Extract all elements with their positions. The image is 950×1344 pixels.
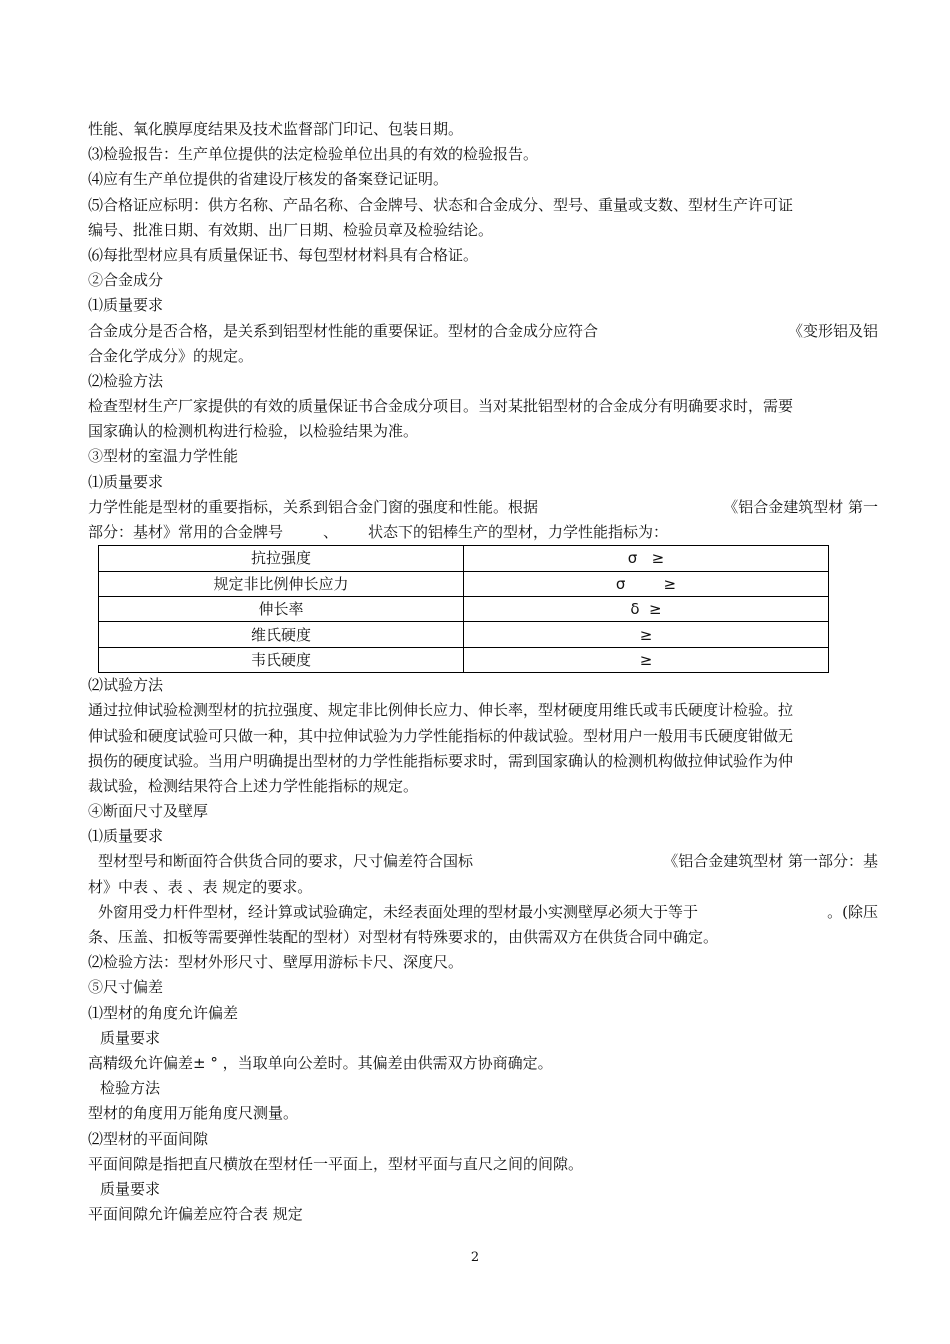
paragraph-line — [88, 900, 878, 925]
paragraph-line: ⑷应有生产单位提供的省建设厅核发的备案登记证明。 — [88, 170, 449, 189]
text-part: 状态下的铝棒生产的型材，力学性能指标为： — [368, 523, 669, 541]
property-name-cell: 伸长率 — [99, 596, 464, 621]
subsection-heading: ⑵型材的平面间隙 — [88, 1129, 209, 1148]
paragraph-line — [88, 849, 878, 874]
paragraph-line: ⑸合格证应标明：供方名称、产品名称、合金牌号、状态和合金成分、型号、重量或支数、型材生产许可证 — [88, 195, 794, 214]
section-heading: ④断面尺寸及壁厚 — [88, 802, 209, 821]
paragraph-line: 性能、氧化膜厚度结果及技术监督部门印记、包装日期。 — [88, 120, 464, 138]
paragraph-line: 平面间隙是指把直尺横放在型材任一平面上，型材平面与直尺之间的间隙。 — [88, 1154, 584, 1173]
text-left: 合金成分是否合格，是关系到铝型材性能的重要保证。型材的合金成分应符合 — [88, 321, 599, 340]
paragraph-line — [88, 319, 878, 344]
paragraph-line: 平面间隙允许偏差应符合表 规定 — [88, 1205, 303, 1224]
subsection-heading: ⑴型材的角度允许偏差 — [88, 1003, 239, 1022]
property-value-cell: σ ≥ — [464, 571, 829, 596]
property-name-cell: 维氏硬度 — [99, 622, 464, 647]
text-right: 《变形铝及铝 — [787, 321, 878, 340]
paragraph-line: 国家确认的检测机构进行检验，以检验结果为准。 — [88, 422, 419, 441]
property-value-cell: ≥ — [464, 622, 829, 647]
paragraph-line: 伸试验和硬度试验可只做一种，其中拉伸试验为力学性能指标的仲裁试验。型材用户一般用韦氏硬度钳做无 — [88, 726, 794, 745]
property-name-cell: 抗拉强度 — [99, 546, 464, 571]
subsection-heading: ⑵检验方法 — [88, 371, 164, 390]
property-value-cell: δ ≥ — [464, 596, 829, 621]
paragraph-line: ⑶检验报告：生产单位提供的法定检验单位出具的有效的检验报告。 — [88, 145, 539, 164]
sub-heading: 检验方法 — [100, 1079, 161, 1098]
table-row — [99, 596, 829, 621]
body-text — [88, 117, 878, 1227]
text-left: 力学性能是型材的重要指标，关系到铝合金门窗的强度和性能。根据 — [88, 497, 539, 516]
paragraph-line: 条、压盖、扣板等需要弹性装配的型材）对型材有特殊要求的，由供需双方在供货合同中确定。 — [88, 928, 719, 947]
text-right: 《铝合金建筑型材 第一 — [723, 497, 878, 516]
table-row — [99, 647, 829, 672]
table-row — [99, 546, 829, 571]
paragraph-line: 型材的角度用万能角度尺测量。 — [88, 1104, 299, 1123]
paragraph-line — [88, 495, 878, 520]
text-part: 、 — [323, 523, 339, 541]
paragraph-line: 裁试验，检测结果符合上述力学性能指标的规定。 — [88, 776, 419, 795]
subsection-heading: ⑴质量要求 — [88, 472, 164, 491]
sub-heading: 质量要求 — [100, 1028, 161, 1047]
section-heading: ③型材的室温力学性能 — [88, 447, 239, 466]
paragraph-line: 损伤的硬度试验。当用户明确提出型材的力学性能指标要求时，需到国家确认的检测机构做拉伸试验作为仲 — [88, 751, 794, 770]
paragraph-line: 合金化学成分》的规定。 — [88, 346, 254, 365]
section-heading: ②合金成分 — [88, 271, 164, 290]
text-left: 外窗用受力杆件型材，经计算或试验确定，未经表面处理的型材最小实测壁厚必须大于等于 — [98, 902, 699, 921]
paragraph-line: ⑵检验方法：型材外形尺寸、壁厚用游标卡尺、深度尺。 — [88, 953, 464, 972]
sub-heading: 质量要求 — [100, 1179, 161, 1198]
paragraph-line: 编号、批准日期、有效期、出厂日期、检验员章及检验结论。 — [88, 220, 494, 239]
property-name-cell: 韦氏硬度 — [99, 647, 464, 672]
page-number: 2 — [470, 1250, 480, 1265]
subsection-heading: ⑴质量要求 — [88, 296, 164, 315]
text-left: 型材型号和断面符合供货合同的要求，尺寸偏差符合国标 — [98, 852, 474, 871]
subsection-heading: ⑴质量要求 — [88, 827, 164, 846]
section-heading: ⑤尺寸偏差 — [88, 978, 164, 997]
paragraph-line: 通过拉伸试验检测型材的抗拉强度、规定非比例伸长应力、伸长率，型材硬度用维氏或韦氏硬度计检验。拉 — [88, 701, 794, 720]
text-right: 。(除压 — [827, 902, 878, 921]
paragraph-line: 高精级允许偏差± ° ，当取单向公差时。其偏差由供需双方协商确定。 — [88, 1053, 553, 1072]
property-value-cell: ≥ — [464, 647, 829, 672]
property-value-cell: σ ≥ — [464, 546, 829, 571]
subsection-heading: ⑵试验方法 — [88, 676, 164, 695]
table-row — [99, 622, 829, 647]
paragraph-line: 检查型材生产厂家提供的有效的质量保证书合金成分项目。当对某批铝型材的合金成分有明确要求时，需要 — [88, 397, 794, 416]
property-name-cell: 规定非比例伸长应力 — [99, 571, 464, 596]
text-part: 部分：基材》常用的合金牌号 — [88, 523, 284, 541]
paragraph-line: 材》中表 、表 、表 规定的要求。 — [88, 877, 313, 896]
paragraph-line — [88, 520, 878, 545]
text-right: 《铝合金建筑型材 第一部分：基 — [663, 852, 878, 871]
mechanical-properties-table — [98, 545, 829, 673]
paragraph-line: ⑹每批型材应具有质量保证书、每包型材材料具有合格证。 — [88, 245, 479, 264]
table-row — [99, 571, 829, 596]
